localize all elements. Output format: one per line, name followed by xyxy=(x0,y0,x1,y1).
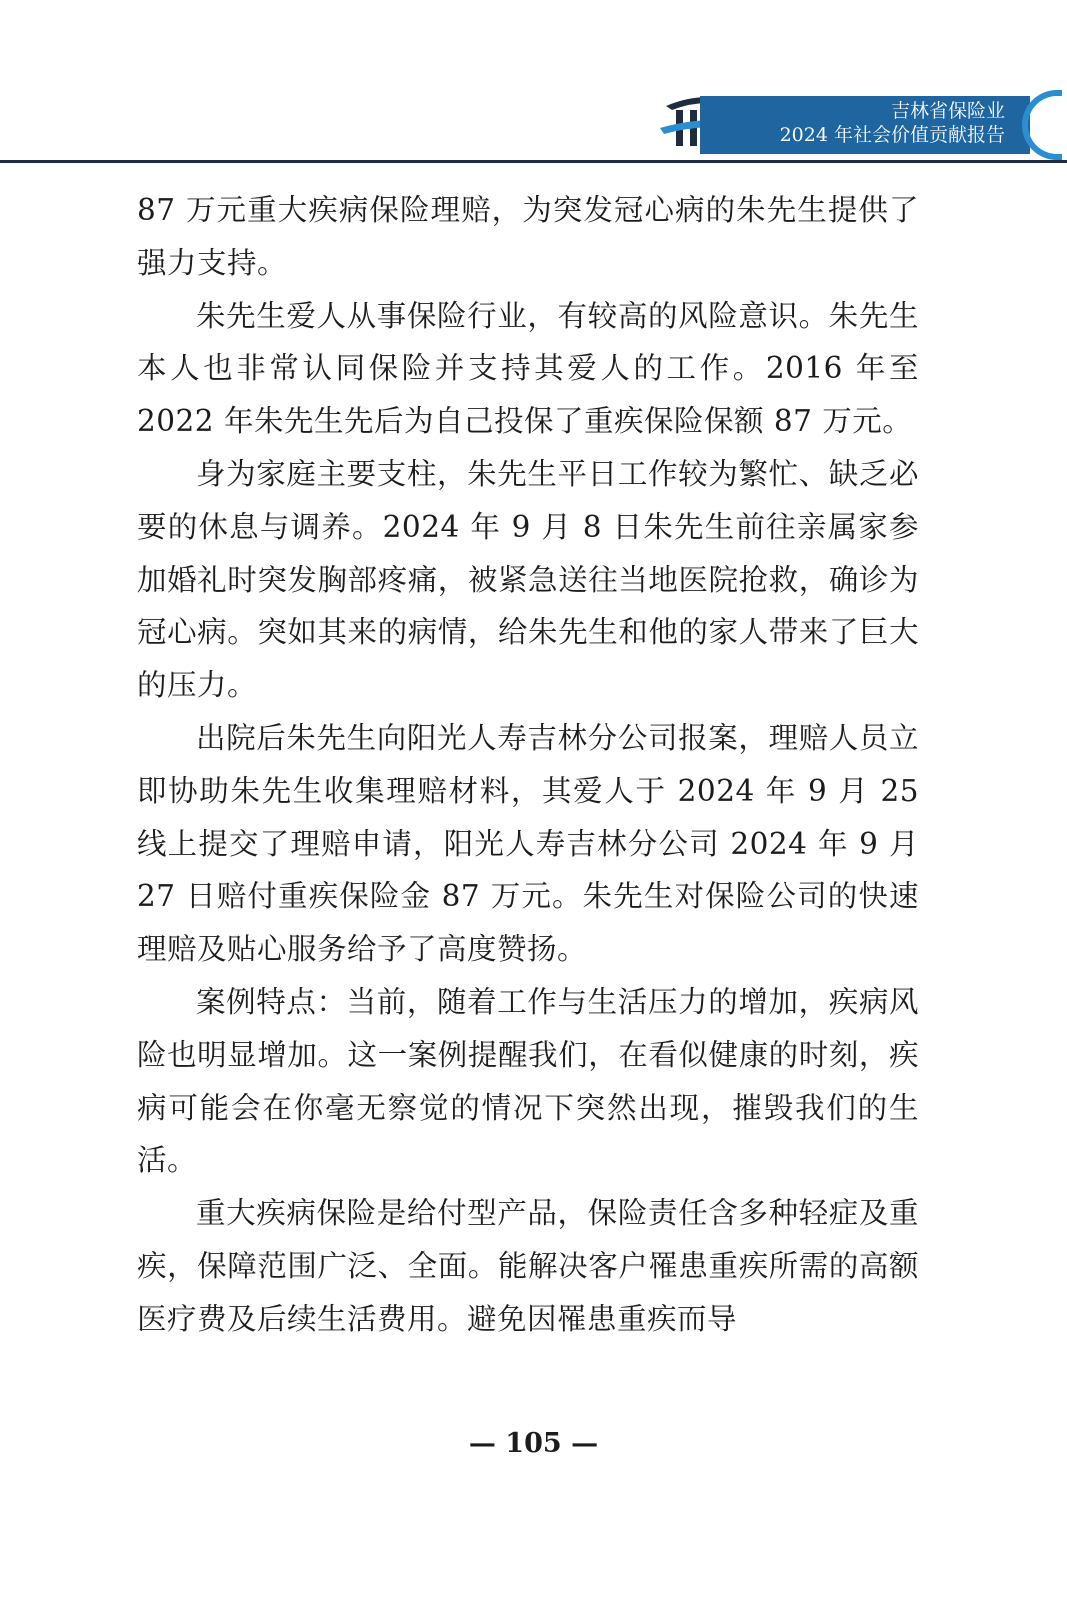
page-number: — 105 — xyxy=(468,1428,599,1459)
paragraph: 朱先生爱人从事保险行业，有较高的风险意识。朱先生本人也非常认同保险并支持其爱人的工作。2016 年至 2022 年朱先生先后为自己投保了重疾保险保额 87 万元。 xyxy=(137,298,919,439)
body-text xyxy=(137,184,919,1346)
header-divider xyxy=(0,160,1067,163)
page-header xyxy=(0,0,1067,170)
paragraph: 重大疾病保险是给付型产品，保险责任含多种轻症及重疾，保障范围广泛、全面。能解决客户罹患重疾所需的高额医疗费及后续生活费用。避免因罹患重疾而导 xyxy=(137,1196,919,1336)
paragraph: 案例特点：当前，随着工作与生活压力的增加，疾病风险也明显增加。这一案例提醒我们，在看似健康的时刻，疾病可能会在你毫无察觉的情况下突然出现，摧毁我们的生活。 xyxy=(137,984,919,1178)
report-title-line1: 吉林省保险业 xyxy=(890,100,1005,122)
paragraph: 身为家庭主要支柱，朱先生平日工作较为繁忙、缺乏必要的休息与调养。2024 年 9 月 8 日朱先生前往亲属家参加婚礼时突发胸部疼痛，被紧急送往当地医院抢救，确诊为冠心病。突如其来的病情，给朱先生和他的家人带来了巨大的压力。 xyxy=(137,456,919,703)
paragraph: 87 万元重大疾病保险理赔，为突发冠心病的朱先生提供了强力支持。 xyxy=(137,193,919,280)
report-title-line2: 2024 年社会价值贡献报告 xyxy=(779,124,1005,146)
paragraph: 出院后朱先生向阳光人寿吉林分公司报案，理赔人员立即协助朱先生收集理赔材料，其爱人于 2024 年 9 月 25 线上提交了理赔申请，阳光人寿吉林分公司 2024 年 9 月 27 日赔付重疾保险金 87 万元。朱先生对保险公司的快速理赔及贴心服务给予了高度赞扬。 xyxy=(137,720,919,967)
